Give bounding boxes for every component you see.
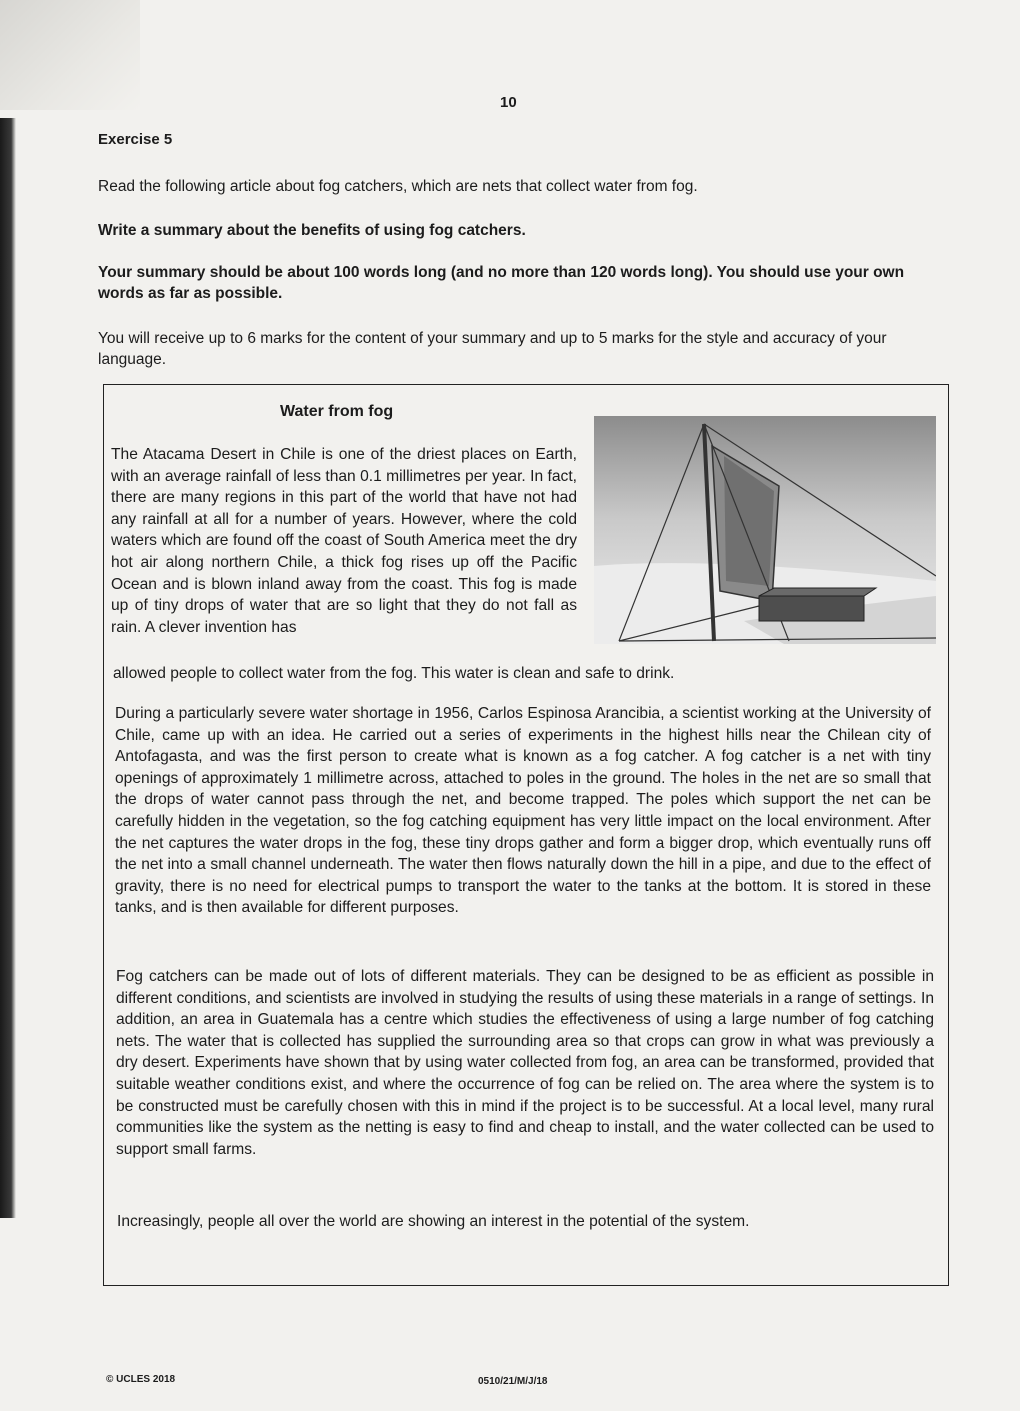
instruction-read: Read the following article about fog catchers, which are nets that collect water from fog. [98,178,698,195]
article-paragraph-3: Fog catchers can be made out of lots of different materials. They can be designed to be as efficient as possible in different conditions, and scientists are involved in studying the results of using these materials in a range of settings. In addition, an area in Guatemala has a centre which studies the effectiveness of using a large number of fog catching nets. The water that is collected has supplied the surrounding area so that crops can grow in what was previously a dry desert. Experiments have shown that by using water collected from fog, an area can be transformed, provided that suitable weather conditions exist, and where the occurrence of fog can be relied on. The area where the system is to be constructed must be carefully chosen with this in mind if the project is to be successful. At a local level, many rural communities like the system as the netting is easy to find and cheap to install, and the water collected can be used to support small farms. [116,968,934,1158]
footer-copyright: © UCLES 2018 [106,1374,176,1385]
article-paragraph-1: The Atacama Desert in Chile is one of the driest places on Earth, with an average rainfall of less than 0.1 millimetres per year. In fact, there are many regions in this part of the world that have not had any rainfall at all for a number of years. However, where the cold waters which are found off the coast of South America meet the dry hot air along northern Chile, a thick fog rises up off the Pacific Ocean and is blown inland away from the coast. This fog is made up of tiny drops of water that are so light that they do not fall as rain. A clever invention has [111,446,577,636]
fog-catcher-illustration [594,416,936,644]
page-corner-shadow [0,0,140,110]
article-paragraph-1-continued: allowed people to collect water from the fog. This water is clean and safe to drink. [113,665,675,682]
instruction-write-summary: Write a summary about the benefits of using fog catchers. [98,222,526,239]
article-title: Water from fog [280,403,394,420]
exercise-title: Exercise 5 [98,131,173,148]
article-paragraph-2: During a particularly severe water shortage in 1956, Carlos Espinosa Arancibia, a scientist working at the University of Chile, came up with an idea. He carried out a series of experiments in the highest hills near the Chilean city of Antofagasta, and was the first person to create what is known as a fog catcher. A fog catcher is a net with tiny openings of approximately 1 millimetre across, attached to poles in the ground. The holes in the net are so small that the drops of water cannot pass through the net, and become trapped. The poles which support the net can be carefully hidden in the vegetation, so the fog catching equipment has very little impact on the local environment. After the net captures the water drops in the fog, these tiny drops gather and form a bigger drop, which eventually runs off the net into a small channel underneath. The water then flows naturally down the hill in a pipe, and due to the effect of gravity, there is no need for electrical pumps to transport the water to the tanks at the bottom. It is stored in these tanks, and is then available for different purposes. [115,705,931,917]
article-paragraph-4: Increasingly, people all over the world are showing an interest in the potential of the system. [117,1213,750,1230]
footer-paper-code: 0510/21/M/J/18 [478,1376,548,1387]
instruction-marks: You will receive up to 6 marks for the content of your summary and up to 5 marks for the style and accuracy of your language. [98,330,887,368]
page-left-edge [0,118,16,1218]
page-number: 10 [500,94,517,111]
instruction-word-limit: Your summary should be about 100 words long (and no more than 120 words long). You should use your own words as far as possible. [98,264,905,302]
